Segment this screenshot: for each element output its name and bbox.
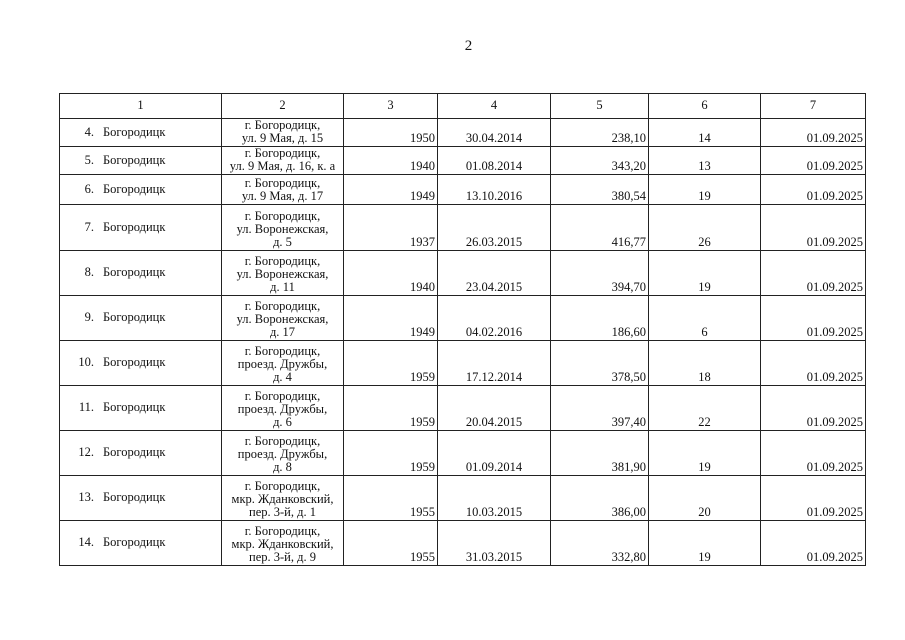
address-cell	[222, 386, 344, 431]
row-number: 8.	[84, 265, 94, 279]
header-row	[60, 94, 866, 119]
table-row	[60, 251, 866, 296]
address-line: ул. Воронежская,	[236, 222, 329, 236]
address-cell	[222, 431, 344, 476]
address-cell	[222, 147, 344, 175]
row-number-place-cell	[60, 296, 222, 341]
row-number-place-cell	[60, 205, 222, 251]
address-line: ул. Воронежская,	[236, 312, 329, 326]
area-cell: 416,77	[551, 205, 649, 251]
address-line: д. 8	[273, 460, 292, 474]
count-cell: 26	[649, 205, 761, 251]
table-row	[60, 431, 866, 476]
row-number-place-cell	[60, 147, 222, 175]
address-line: г. Богородицк,	[244, 254, 321, 268]
deadline-cell: 01.09.2025	[761, 386, 866, 431]
row-number: 4.	[84, 124, 94, 139]
deadline-cell: 01.09.2025	[761, 476, 866, 521]
address-line: ул. Воронежская,	[236, 267, 329, 281]
address-line: ул. 9 Мая, д. 15	[241, 131, 324, 145]
year-cell: 1940	[344, 251, 438, 296]
date-cell: 13.10.2016	[438, 175, 551, 205]
count-cell: 19	[649, 251, 761, 296]
table-row	[60, 476, 866, 521]
address-cell	[222, 476, 344, 521]
address-line: д. 4	[273, 370, 292, 384]
area-cell: 381,90	[551, 431, 649, 476]
address-line: пер. 3-й, д. 9	[249, 550, 316, 564]
date-cell: 04.02.2016	[438, 296, 551, 341]
area-cell: 332,80	[551, 521, 649, 566]
table-body	[60, 119, 866, 566]
row-number: 14.	[78, 535, 94, 549]
count-cell: 6	[649, 296, 761, 341]
settlement-name: Богородицк	[103, 310, 166, 324]
table-row	[60, 296, 866, 341]
settlement-name: Богородицк	[103, 490, 166, 504]
date-cell: 26.03.2015	[438, 205, 551, 251]
address-cell	[222, 341, 344, 386]
address-line: д. 6	[273, 415, 292, 429]
deadline-cell: 01.09.2025	[761, 341, 866, 386]
column-header: 2	[222, 94, 344, 119]
row-number-place-cell	[60, 341, 222, 386]
row-number-place-cell	[60, 431, 222, 476]
address-line: д. 5	[273, 235, 292, 249]
settlement-name: Богородицк	[103, 445, 166, 459]
row-number: 10.	[78, 355, 94, 369]
count-cell: 19	[649, 521, 761, 566]
address-line: г. Богородицк,	[244, 434, 321, 448]
row-number-place-cell	[60, 476, 222, 521]
row-number-place-cell	[60, 251, 222, 296]
date-cell: 23.04.2015	[438, 251, 551, 296]
address-line: мкр. Жданковский,	[231, 492, 334, 506]
address-cell	[222, 296, 344, 341]
settlement-name: Богородицк	[103, 152, 166, 167]
area-cell: 380,54	[551, 175, 649, 205]
column-header: 6	[649, 94, 761, 119]
address-line: д. 11	[270, 280, 295, 294]
page-number: 2	[464, 38, 473, 54]
deadline-cell: 01.09.2025	[761, 431, 866, 476]
address-line: д. 17	[269, 325, 296, 339]
year-cell: 1959	[344, 386, 438, 431]
address-line: г. Богородицк,	[244, 209, 321, 223]
deadline-cell: 01.09.2025	[761, 205, 866, 251]
year-cell: 1940	[344, 147, 438, 175]
address-line: проезд. Дружбы,	[237, 357, 328, 371]
address-cell	[222, 205, 344, 251]
address-cell	[222, 521, 344, 566]
address-cell	[222, 119, 344, 147]
settlement-name: Богородицк	[103, 355, 166, 369]
row-number: 13.	[78, 490, 94, 504]
year-cell: 1949	[344, 175, 438, 205]
row-number: 11.	[78, 400, 94, 414]
count-cell: 13	[649, 147, 761, 175]
area-cell: 397,40	[551, 386, 649, 431]
table-row	[60, 175, 866, 205]
row-number: 5.	[84, 152, 94, 167]
date-cell: 01.08.2014	[438, 147, 551, 175]
year-cell: 1955	[344, 521, 438, 566]
count-cell: 18	[649, 341, 761, 386]
row-number-place-cell	[60, 521, 222, 566]
address-line: мкр. Жданковский,	[231, 537, 334, 551]
area-cell: 394,70	[551, 251, 649, 296]
housing-table	[59, 93, 866, 566]
deadline-cell: 01.09.2025	[761, 521, 866, 566]
area-cell: 386,00	[551, 476, 649, 521]
table-row	[60, 205, 866, 251]
date-cell: 31.03.2015	[438, 521, 551, 566]
address-line: г. Богородицк,	[244, 176, 321, 190]
address-line: г. Богородицк,	[244, 146, 321, 160]
address-cell	[222, 251, 344, 296]
address-line: г. Богородицк,	[244, 118, 321, 132]
address-line: г. Богородицк,	[244, 299, 321, 313]
date-cell: 10.03.2015	[438, 476, 551, 521]
settlement-name: Богородицк	[103, 400, 166, 414]
deadline-cell: 01.09.2025	[761, 147, 866, 175]
address-line: ул. 9 Мая, д. 17	[241, 189, 324, 203]
deadline-cell: 01.09.2025	[761, 251, 866, 296]
area-cell: 186,60	[551, 296, 649, 341]
row-number: 12.	[78, 445, 94, 459]
count-cell: 20	[649, 476, 761, 521]
settlement-name: Богородицк	[103, 535, 166, 549]
table-row	[60, 341, 866, 386]
settlement-name: Богородицк	[103, 124, 166, 139]
row-number-place-cell	[60, 386, 222, 431]
count-cell: 14	[649, 119, 761, 147]
year-cell: 1955	[344, 476, 438, 521]
address-line: проезд. Дружбы,	[237, 447, 328, 461]
date-cell: 17.12.2014	[438, 341, 551, 386]
date-cell: 01.09.2014	[438, 431, 551, 476]
address-cell	[222, 175, 344, 205]
table-row	[60, 147, 866, 175]
count-cell: 22	[649, 386, 761, 431]
address-line: г. Богородицк,	[244, 344, 321, 358]
year-cell: 1949	[344, 296, 438, 341]
area-cell: 378,50	[551, 341, 649, 386]
column-header: 4	[438, 94, 551, 119]
year-cell: 1950	[344, 119, 438, 147]
column-header: 1	[60, 94, 222, 119]
year-cell: 1959	[344, 341, 438, 386]
year-cell: 1937	[344, 205, 438, 251]
address-line: г. Богородицк,	[244, 479, 321, 493]
address-line: проезд. Дружбы,	[237, 402, 328, 416]
column-header: 5	[551, 94, 649, 119]
address-line: пер. 3-й, д. 1	[249, 505, 316, 519]
row-number: 9.	[84, 310, 94, 324]
deadline-cell: 01.09.2025	[761, 175, 866, 205]
column-header: 7	[761, 94, 866, 119]
settlement-name: Богородицк	[103, 265, 166, 279]
settlement-name: Богородицк	[103, 181, 166, 196]
deadline-cell: 01.09.2025	[761, 296, 866, 341]
date-cell: 30.04.2014	[438, 119, 551, 147]
address-line: г. Богородицк,	[244, 389, 321, 403]
row-number: 7.	[84, 219, 94, 234]
address-line: г. Богородицк,	[244, 524, 321, 538]
area-cell: 343,20	[551, 147, 649, 175]
row-number: 6.	[84, 181, 94, 196]
table-row	[60, 119, 866, 147]
count-cell: 19	[649, 175, 761, 205]
count-cell: 19	[649, 431, 761, 476]
deadline-cell: 01.09.2025	[761, 119, 866, 147]
column-header: 3	[344, 94, 438, 119]
year-cell: 1959	[344, 431, 438, 476]
row-number-place-cell	[60, 119, 222, 147]
row-number-place-cell	[60, 175, 222, 205]
table-row	[60, 521, 866, 566]
address-line: ул. 9 Мая, д. 16, к. а	[229, 159, 336, 173]
table-row	[60, 386, 866, 431]
area-cell: 238,10	[551, 119, 649, 147]
date-cell: 20.04.2015	[438, 386, 551, 431]
settlement-name: Богородицк	[103, 219, 166, 234]
